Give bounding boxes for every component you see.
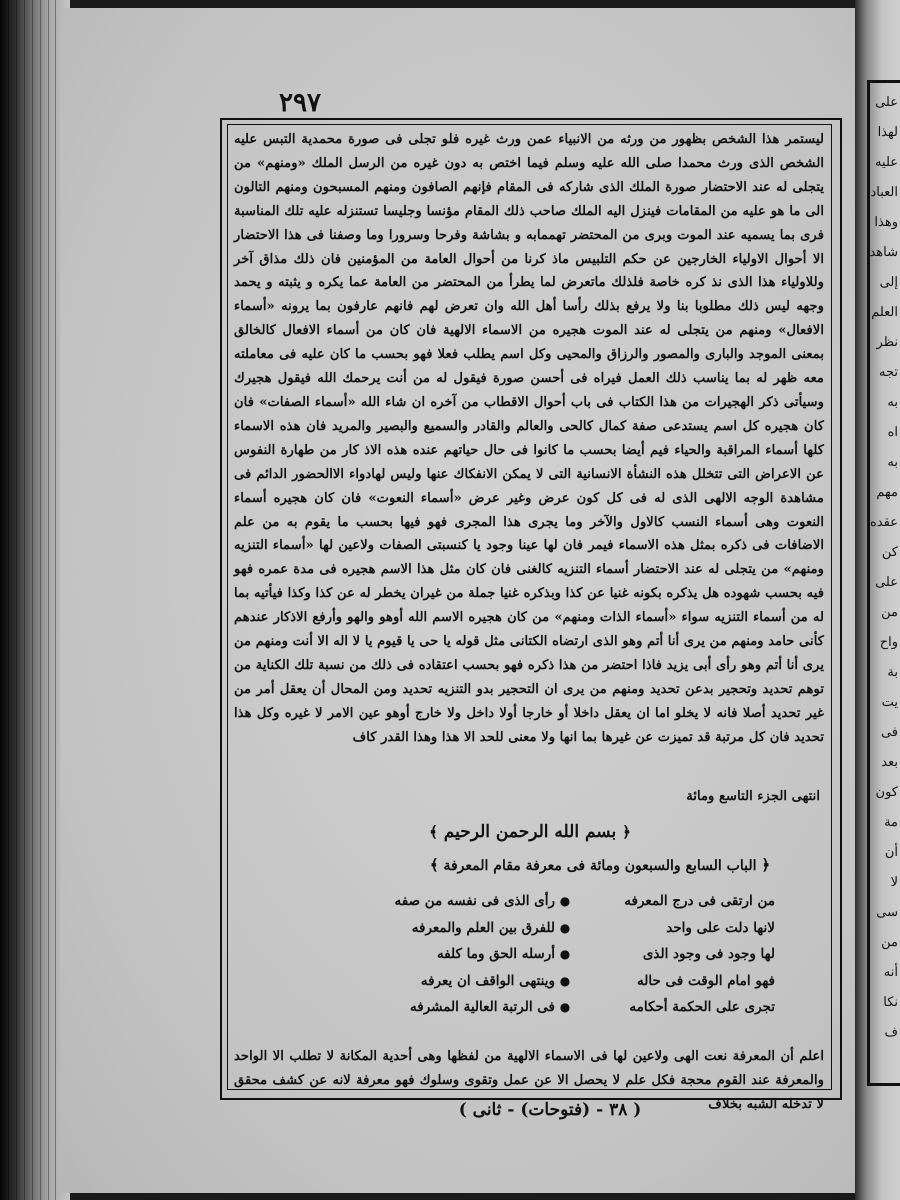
poem-hemistich: وينتهى الواقف ان يعرفه <box>420 972 555 989</box>
adjacent-page-fragment: من <box>881 935 898 950</box>
ornament-left-icon: ﴿ <box>761 856 771 874</box>
adjacent-page-fragment: أن <box>884 845 898 860</box>
adjacent-page-fragment: بة <box>887 665 898 680</box>
adjacent-page-fragment: مهم <box>876 485 898 500</box>
ornament-right-icon: ﴾ <box>429 856 439 874</box>
poem-verse <box>335 888 775 915</box>
adjacent-page-fragment: نظر <box>876 335 898 350</box>
poem-hemistich: رأى الذى فى نفسه من صفه <box>394 893 555 910</box>
basmala-heading <box>420 822 640 842</box>
verse-separator-icon: ● <box>559 947 571 962</box>
adjacent-page-fragment: عليه <box>875 155 898 170</box>
ornament-right-icon: ﴾ <box>429 823 438 841</box>
adjacent-page-fragment: نكا <box>883 995 898 1010</box>
page-number: ٢٩٧ <box>279 88 321 118</box>
adjacent-page-fragment: العباد <box>870 185 898 200</box>
poem-hemistich: تجرى على الحكمة أحكامه <box>629 999 775 1016</box>
poem-hemistich: من ارتقى فى درج المعرفه <box>624 893 775 910</box>
poem <box>335 888 775 1021</box>
adjacent-page-fragment: لهذا <box>877 125 898 140</box>
adjacent-page-fragment: وهذا <box>874 215 898 230</box>
adjacent-page-fragment: واح <box>879 635 898 650</box>
verse-separator-icon: ● <box>559 1000 571 1015</box>
adjacent-page-fragment: كون <box>875 785 898 800</box>
adjacent-page-fragment: عقده <box>870 515 898 530</box>
adjacent-page-fragment: يت <box>881 695 898 710</box>
basmala-text: بسم الله الرحمن الرحيم <box>443 822 617 842</box>
poem-hemistich: أرسله الحق وما كلفه <box>436 946 555 963</box>
poem-verse <box>335 915 775 942</box>
adjacent-page-fragment: شاهد <box>869 245 898 260</box>
adjacent-page-fragment: اه <box>887 425 898 440</box>
adjacent-page-fragment: سى <box>876 905 898 920</box>
chapter-title <box>400 856 800 874</box>
adjacent-page-fragment: أنه <box>883 965 898 980</box>
poem-verse <box>335 968 775 995</box>
adjacent-page-fragment: العلم <box>871 305 898 320</box>
main-text-block <box>234 128 824 750</box>
chapter-title-text: الباب السابع والسبعون ومائة فى معرفة مقام المعرفة <box>443 858 757 874</box>
poem-hemistich: فهو امام الوقت فى حاله <box>637 972 775 989</box>
signature-footer: ( ٣٨ - (فتوحات) - ثانى ) <box>458 1100 642 1120</box>
adjacent-page-fragment: على <box>875 575 898 590</box>
verse-separator-icon: ● <box>559 973 571 988</box>
adjacent-page-fragment: على <box>875 95 898 110</box>
poem-hemistich: فى الرتبة العالية المشرفه <box>410 999 555 1016</box>
adjacent-page-fragment: به <box>887 455 898 470</box>
adjacent-page-fragment: فى <box>880 725 898 740</box>
adjacent-page-fragment: به <box>887 395 898 410</box>
verse-separator-icon: ● <box>559 894 571 909</box>
adjacent-page-fragment: إلى <box>879 275 898 290</box>
poem-hemistich: لانها دلت على واحد <box>666 919 775 936</box>
adjacent-page-fragment: ف <box>884 1025 898 1040</box>
adjacent-page-fragment: مة <box>884 815 898 830</box>
main-text-paragraph: ليستمر هذا الشخص بظهور من ورثه من الانبياء عمن ورث غيره فلو تجلى فى صورة محمدية التبس عليه الشخص الذى ورث محمدا صلى الله عليه وسلم فيما اختص به دون غيره من الرسل الملك «ومنهم» من يتجلى له عند الاحتضار صورة الملك الذى شاركه فى المقام فإنهم الصافون ومنهم المسبحون ومنهم التالون الى ما هو عليه من المقامات فينزل اليه الملك صاحب ذلك المقام مؤنسا وجليسا تستنزله عليه تلك المناسبة فرى بما يسميه عند الموت وبرى من المحتضر تهممابه و بشاشة وفرحا وسرورا وما وصفنا فى هذا الاحتضار الا أحوال الاولياء الخارجين عن حكم التلبيس ماذ كرنا من أحوال العامة من المؤمنين فان ذلك مذاق آخر وللاولياء هذا الذى نذ كره خاصة فلذلك ماتعرض لما يطرأ من المحتضر من العامة عما يكره و يثبته و يحمد وجهه ليس ذلك مطلوبا بنا ولا يرفع بذلك رأسا أهل الله وان تعرض لهم فانهم عارفون بما يرونه «أسماء الافعال» ومنهم من يتجلى له عند الموت هجيره من الاسماء الالهية فان كان من أسماء الافعال كالخالق بمعنى الموجد والبارى والمصور والرزاق والمحيى وكل اسم يطلب فعلا فهو بحسب ما كان عليه فى معاملته معه ظهر له بما يناسب ذلك العمل فيراه فى أحسن صورة فيقول له من أنت يرحمك الله فيقول هجيرك وسيأتى ذكر الهجيرات من هذا الكتاب فى باب أحوال الاقطاب من آخره ان شاء الله «أسماء الصفات» فان كان هجيره كل اسم يستدعى صفة كمال كالحى والعالم والقادر والسميع والبصير والمريد فان هذه الاسماء كلها أسماء المراقبة والحياء فيم أيضا بحسب ما كانوا فى حال حياتهم عنده هذه الاذ كار من طهارة النفوس عن الاعراض التى تتخلل هذه النشأة الانسانية التى لا يمكن الانفكاك عنها وليس لهادواء الاالحضور الدائم فى مشاهدة الوجه الالهى الذى له فى كل كون عرض وغير عرض «أسماء النعوت» فان كان هجيره أسماء النعوت وهى أسماء النسب كالاول والآخر وما يجرى هذا المجرى فهو فيها بحسب ما يقوم به من علم الاضافات فى ذكره بمثل هذه الاسماء فيمر فان لها عينا وجود يا كنسبتى الصفات ولاعين لها «أسماء التنزيه ومنهم» من يتجلى له عند الاحتضار أسماء التنزيه كالغنى فان كان مثل هذا الاسم هجيره فى مدة عمره فهو فيه بحسب شهوده هل يذكره بكونه غنيا عن كذا وبذكره غنيا جملة من غيران يخطر له عن كذا وكذا فيأتيه بما له من أسماء التنزيه سواء «أسماء الذات ومنهم» من كان هجيره الاسم الله أوهو والهو وأرفع الاذكار عندهم كأنى حامد ومنهم من يرى أنا أتم وهو الذى ارتضاه الكتانى مثل قوله يا حى يا قيوم يا لا اله الا أنت ومنهم من يرى أنا أتم وهو رأى أبى يزيد فاذا احتضر من هذا ذكره فهو بحسب اعتقاده فى ذلك من نسبة تلك الكناية من توهم تحديد وتحجير بدعن تحديد ومنهم من يرى ان التحجير بدو التنزيه تحديد ومن المحال أن يعقل أمر من غير تحديد أصلا فانه لا يخلو اما ان يعقل داخلا أو خارجا أولا داخل ولا خارج أوهو عين الامر لا غيره وكل هذا تحديد فان كل مرتبة قد تميزت عن غيرها بما انها ولا معنى للحد الا هذا وهذا القدر كاف <box>234 132 824 745</box>
verse-separator-icon: ● <box>559 920 571 935</box>
poem-hemistich: للفرق بين العلم والمعرفه <box>411 919 555 936</box>
adjacent-page-fragment: من <box>881 605 898 620</box>
closing-prose: اعلم أن المعرفة نعت الهى ولاعين لها فى الاسماء الالهية من لفظها وهى أحدية المكانة لا تطلب الا الواحد والمعرفة عند القوم محجة فكل علم لا يحصل الا عن عمل وتقوى وسلوك فهو معرفة لانه عن كشف محقق لا تدخله الشبه بخلاف <box>234 1049 824 1112</box>
poem-hemistich: لها وجود فى وجود الذى <box>642 946 775 963</box>
adjacent-page <box>855 0 900 1200</box>
adjacent-page-fragment: لا <box>890 875 898 890</box>
adjacent-page-fragment: بعد <box>881 755 898 770</box>
poem-verse <box>335 941 775 968</box>
poem-verse <box>335 994 775 1021</box>
adjacent-page-fragment: تجه <box>879 365 898 380</box>
ornament-left-icon: ﴿ <box>622 823 631 841</box>
adjacent-page-fragment: كن <box>881 545 898 560</box>
volume-end-note: انتهى الجزء التاسع ومائة <box>686 789 820 804</box>
